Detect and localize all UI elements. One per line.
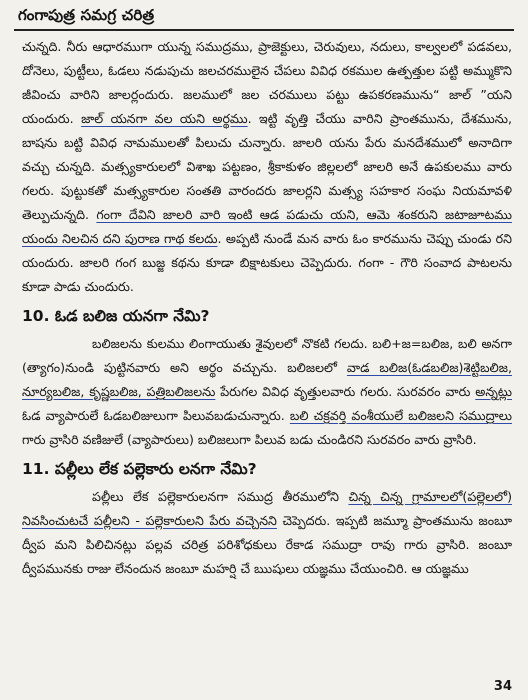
paragraph-intro xyxy=(22,35,512,299)
text-run: పేరుగల వివిధ వృత్తులవారు గలరు. సురవరం వారు xyxy=(215,384,476,399)
underlined-run: అన్నట్లు xyxy=(475,384,512,399)
text-run: పల్లీలు లేక పల్లెకారులనగా సముద్ర తీరములోని xyxy=(92,489,349,504)
text-run: . ఇట్టి వృత్తి చేయు వారిని ప్రాంతమును, దేశమును, బాషను బట్టి వివిధ నామములతో పిలుచు చున్నారు. జాలరి యను పేరు మనదేశములో అనాదిగా వచ్చు చున్నది. మత్స్యకారులలో విశాఖ పట్టణం, శ్రీకాకుళం జిల్లలలో జాలరి అనే ఉపకులము వారు గలరు. పుట్టుకతో మత్స్యకారుల సంతతి వారందరు జాలర్లని మత్స్య సహకార సంఘ నియమావళి తెల్పుచున్నది. xyxy=(22,111,512,222)
text-run: చున్నది. నీరు ఆధారముగా యున్న సముద్రము, ప్రాజెక్టులు, చెరువులు, నదులు, కాల్వలలో పడవలు, దోనెలు, పుట్టీలు, ఓడలు నడుపుచు జలచరములైన చేపలు వివిధ రకముల ఉత్పత్తుల పట్టి అమ్ముకొని జీవించు వారిని జాలర్లందురు. జలములో జల చరములు పట్టు ఉపకరణమును“ జాల్ ”యని యందురు. xyxy=(22,39,512,126)
text-run: ఓడ వ్యాపారులే ఓడబలిజులుగా పిలువబడుచున్నారు. xyxy=(22,408,290,423)
underlined-run: బలి చక్రవర్తి వంశీయులే బలిజలని సముద్రాలు xyxy=(289,408,512,423)
underlined-run: చిన్న చిన్న గ్రామాలలో(పల్లెలలో) నివసించుటచే పల్లీలని - పల్లెకారులని పేరు వచ్చెనని xyxy=(22,489,512,528)
paragraph-oda-balija xyxy=(22,332,512,452)
underlined-run: జాల్ యనగా వల యని అర్థము xyxy=(81,111,248,126)
section-heading-oda-balija: 10. ఓడ బలిజ యనగా నేమి? xyxy=(22,307,210,325)
header-rule xyxy=(14,29,514,31)
paragraph-pallilu xyxy=(22,485,512,581)
section-heading-pallilu: 11. పల్లీలు లేక పల్లెకారు లనగా నేమి? xyxy=(22,460,257,478)
page-body xyxy=(22,35,512,581)
text-run: చెప్పెదరు. ఇప్పటి జమ్మూ ప్రాంతమును జంబూ ద్వీప మని పిలిచినట్లు పల్లవ చరిత్ర పరిశోధకులు రేకాడ సముద్రా రావు గారు వ్రాసిరి. జంబూ ద్వీపమునకు రాజు లేనందున జంబూ మహర్షి చే ఋషులు యజ్ఞము చేయుంచిరి. ఆ యజ్ఞము xyxy=(22,513,513,576)
text-run: . అప్పటి నుండే మన వారు ఓం కారమును చెప్పు చుండు రని యందురు. జాలరి గంగ బుజ్జ కథను కూడా బిక్షాటకులు చెప్పెదురు. గంగా - గౌరి సంవాద పాటలను కూడా పాడు చుందురు. xyxy=(22,231,512,294)
text-run: బలిజలను కులము లింగాయుతు శైవులలో నొకటి గలదు. బలి+జ=బలిజ, బలి అనగా (త్యాగం)నుండి పుట్టినవారు అని అర్థం వచ్చును. బలిజలలో xyxy=(22,336,512,375)
text-run: గారు వ్రాసిరి వణిజులే (వ్యాపారులు) బలిజలుగా పిలువ బడు చుండిరని సురవరం వారు వ్రాసిరి. xyxy=(22,432,477,447)
underlined-run: వాడ బలిజ(ఓడబలిజ)శెట్టిబలిజ, నూర్యబలిజ, కృష్ణబలిజ, పత్రిబలిజలను xyxy=(22,360,512,399)
underlined-run: గంగా దేవిని జాలరి వారి ఇంటి ఆడ పడుచు యని, ఆమె శంకరుని జటాజూటము యందు నిలచిన దని పురాణ గాథ కలదు xyxy=(22,207,512,246)
running-header: గంగాపుత్ర సమగ్ర చరిత్ర xyxy=(18,6,155,24)
page-number: 34 xyxy=(493,679,512,694)
